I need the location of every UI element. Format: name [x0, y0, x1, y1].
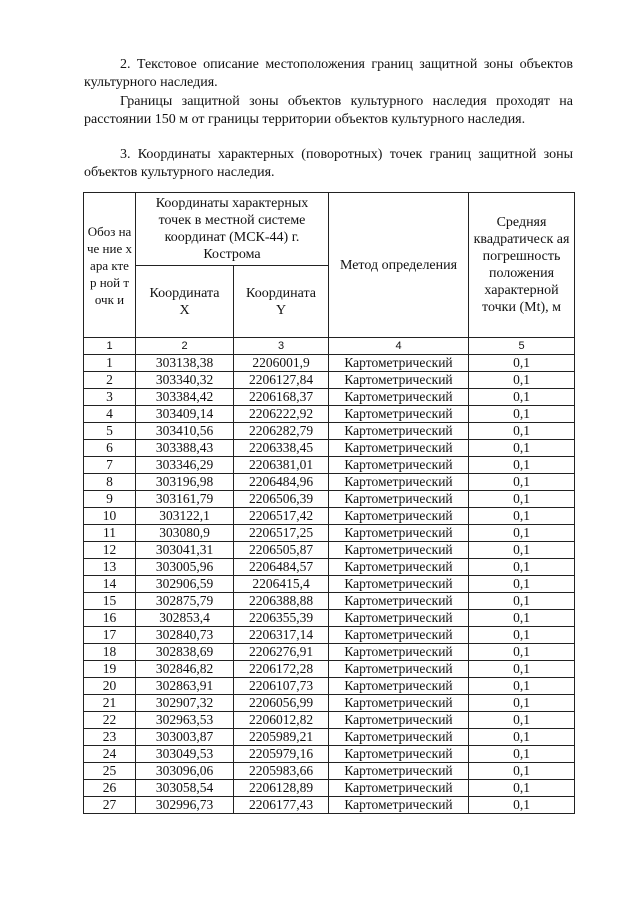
- accuracy-cell: 0,1: [469, 355, 575, 372]
- table-row: [84, 746, 575, 763]
- coord-x-cell: 303346,29: [136, 457, 234, 474]
- section2-body-text: Границы защитной зоны объектов культурного наследия проходят на расстоянии 150 м от границы территории объектов культурного наследия.: [84, 94, 573, 127]
- method-cell: Картометрический: [329, 508, 469, 525]
- coord-y-cell: 2206505,87: [234, 542, 329, 559]
- accuracy-cell: 0,1: [469, 542, 575, 559]
- header-coord-y: Координата Y: [234, 266, 329, 338]
- table-row: [84, 355, 575, 372]
- coord-x-cell: 303196,98: [136, 474, 234, 491]
- coord-x-cell: 303058,54: [136, 780, 234, 797]
- coord-y-cell: 2206484,96: [234, 474, 329, 491]
- point-number-cell: 23: [84, 729, 136, 746]
- coord-x-cell: 303138,38: [136, 355, 234, 372]
- coord-y-cell: 2206107,73: [234, 678, 329, 695]
- point-number-cell: 17: [84, 627, 136, 644]
- coord-y-cell: 2206177,43: [234, 797, 329, 814]
- accuracy-cell: 0,1: [469, 474, 575, 491]
- table-row: [84, 678, 575, 695]
- coordinates-table: [83, 192, 575, 814]
- method-cell: Картометрический: [329, 525, 469, 542]
- table-row: [84, 780, 575, 797]
- coord-x-cell: 303409,14: [136, 406, 234, 423]
- accuracy-cell: 0,1: [469, 593, 575, 610]
- point-number-cell: 5: [84, 423, 136, 440]
- coord-y-cell: 2206381,01: [234, 457, 329, 474]
- column-number: 1: [84, 338, 136, 355]
- accuracy-cell: 0,1: [469, 406, 575, 423]
- method-cell: Картометрический: [329, 678, 469, 695]
- accuracy-cell: 0,1: [469, 644, 575, 661]
- table-row: [84, 457, 575, 474]
- section2-heading-text: 2. Текстовое описание местоположения границ защитной зоны объектов культурного наследия.: [84, 57, 573, 90]
- table-row: [84, 423, 575, 440]
- method-cell: Картометрический: [329, 712, 469, 729]
- coord-y-cell: 2206388,88: [234, 593, 329, 610]
- coord-y-cell: 2205983,66: [234, 763, 329, 780]
- column-number: 2: [136, 338, 234, 355]
- accuracy-cell: 0,1: [469, 797, 575, 814]
- method-cell: Картометрический: [329, 389, 469, 406]
- accuracy-cell: 0,1: [469, 457, 575, 474]
- section2-heading: [84, 56, 573, 92]
- point-number-cell: 3: [84, 389, 136, 406]
- coord-y-cell: 2205989,21: [234, 729, 329, 746]
- coord-x-cell: 303410,56: [136, 423, 234, 440]
- method-cell: Картометрический: [329, 729, 469, 746]
- coord-y-cell: 2206282,79: [234, 423, 329, 440]
- table-row: [84, 661, 575, 678]
- accuracy-cell: 0,1: [469, 678, 575, 695]
- coord-y-cell: 2206056,99: [234, 695, 329, 712]
- point-number-cell: 20: [84, 678, 136, 695]
- point-number-cell: 18: [84, 644, 136, 661]
- point-number-cell: 19: [84, 661, 136, 678]
- method-cell: Картометрический: [329, 610, 469, 627]
- column-number: 3: [234, 338, 329, 355]
- header-coord-x: Координата X: [136, 266, 234, 338]
- coord-x-cell: 302840,73: [136, 627, 234, 644]
- coord-x-cell: 303049,53: [136, 746, 234, 763]
- coord-x-cell: 303161,79: [136, 491, 234, 508]
- section2-body: [84, 93, 573, 129]
- table-row: [84, 627, 575, 644]
- method-cell: Картометрический: [329, 593, 469, 610]
- coord-x-cell: 303096,06: [136, 763, 234, 780]
- point-number-cell: 16: [84, 610, 136, 627]
- method-cell: Картометрический: [329, 542, 469, 559]
- coord-x-cell: 302838,69: [136, 644, 234, 661]
- coord-x-cell: 302846,82: [136, 661, 234, 678]
- coord-y-cell: 2206484,57: [234, 559, 329, 576]
- coord-y-cell: 2206222,92: [234, 406, 329, 423]
- table-row: [84, 695, 575, 712]
- coord-x-cell: 302853,4: [136, 610, 234, 627]
- method-cell: Картометрический: [329, 406, 469, 423]
- table-row: [84, 593, 575, 610]
- header-accuracy: Средняя квадратическ ая погрешность положения характерной точки (Mt), м: [469, 193, 575, 338]
- coordinates-table-body: [84, 355, 575, 814]
- table-row: [84, 474, 575, 491]
- coord-x-cell: 302963,53: [136, 712, 234, 729]
- column-number: 4: [329, 338, 469, 355]
- point-number-cell: 25: [84, 763, 136, 780]
- accuracy-cell: 0,1: [469, 763, 575, 780]
- coord-x-cell: 302863,91: [136, 678, 234, 695]
- method-cell: Картометрический: [329, 763, 469, 780]
- accuracy-cell: 0,1: [469, 729, 575, 746]
- coord-x-cell: 303340,32: [136, 372, 234, 389]
- coord-x-cell: 303080,9: [136, 525, 234, 542]
- point-number-cell: 8: [84, 474, 136, 491]
- point-number-cell: 4: [84, 406, 136, 423]
- coord-y-cell: 2206168,37: [234, 389, 329, 406]
- point-number-cell: 2: [84, 372, 136, 389]
- accuracy-cell: 0,1: [469, 576, 575, 593]
- table-row: [84, 576, 575, 593]
- method-cell: Картометрический: [329, 695, 469, 712]
- accuracy-cell: 0,1: [469, 695, 575, 712]
- table-row: [84, 372, 575, 389]
- method-cell: Картометрический: [329, 644, 469, 661]
- point-number-cell: 10: [84, 508, 136, 525]
- table-row: [84, 797, 575, 814]
- accuracy-cell: 0,1: [469, 780, 575, 797]
- point-number-cell: 22: [84, 712, 136, 729]
- coord-y-cell: 2206517,25: [234, 525, 329, 542]
- column-number-row: [84, 338, 575, 355]
- accuracy-cell: 0,1: [469, 423, 575, 440]
- method-cell: Картометрический: [329, 457, 469, 474]
- section3-heading: [84, 146, 573, 182]
- method-cell: Картометрический: [329, 661, 469, 678]
- coord-x-cell: 303384,42: [136, 389, 234, 406]
- table-row: [84, 644, 575, 661]
- coord-x-cell: 303005,96: [136, 559, 234, 576]
- coord-y-cell: 2206517,42: [234, 508, 329, 525]
- accuracy-cell: 0,1: [469, 525, 575, 542]
- method-cell: Картометрический: [329, 355, 469, 372]
- table-row: [84, 508, 575, 525]
- coord-x-cell: 303122,1: [136, 508, 234, 525]
- accuracy-cell: 0,1: [469, 746, 575, 763]
- method-cell: Картометрический: [329, 559, 469, 576]
- table-row: [84, 610, 575, 627]
- header-designation: Обоз наче ние хара ктер ной точк и: [84, 193, 136, 338]
- accuracy-cell: 0,1: [469, 508, 575, 525]
- table-row: [84, 491, 575, 508]
- accuracy-cell: 0,1: [469, 372, 575, 389]
- point-number-cell: 11: [84, 525, 136, 542]
- coord-y-cell: 2206338,45: [234, 440, 329, 457]
- method-cell: Картометрический: [329, 491, 469, 508]
- table-row: [84, 559, 575, 576]
- coord-y-cell: 2206012,82: [234, 712, 329, 729]
- coord-y-cell: 2206128,89: [234, 780, 329, 797]
- method-cell: Картометрический: [329, 423, 469, 440]
- accuracy-cell: 0,1: [469, 661, 575, 678]
- point-number-cell: 6: [84, 440, 136, 457]
- accuracy-cell: 0,1: [469, 491, 575, 508]
- accuracy-cell: 0,1: [469, 712, 575, 729]
- table-row: [84, 542, 575, 559]
- coord-x-cell: 302907,32: [136, 695, 234, 712]
- table-row: [84, 712, 575, 729]
- coord-y-cell: 2206127,84: [234, 372, 329, 389]
- accuracy-cell: 0,1: [469, 610, 575, 627]
- coord-y-cell: 2206276,91: [234, 644, 329, 661]
- point-number-cell: 27: [84, 797, 136, 814]
- coord-x-cell: 302875,79: [136, 593, 234, 610]
- point-number-cell: 21: [84, 695, 136, 712]
- header-coords-group: Координаты характерных точек в местной системе координат (МСК-44) г. Кострома: [136, 193, 329, 266]
- coord-y-cell: 2206001,9: [234, 355, 329, 372]
- coord-x-cell: 302906,59: [136, 576, 234, 593]
- point-number-cell: 9: [84, 491, 136, 508]
- coord-x-cell: 303003,87: [136, 729, 234, 746]
- coord-x-cell: 302996,73: [136, 797, 234, 814]
- table-row: [84, 729, 575, 746]
- table-row: [84, 389, 575, 406]
- coord-y-cell: 2206506,39: [234, 491, 329, 508]
- method-cell: Картометрический: [329, 372, 469, 389]
- method-cell: Картометрический: [329, 797, 469, 814]
- header-method: Метод определения: [329, 193, 469, 338]
- point-number-cell: 13: [84, 559, 136, 576]
- coord-y-cell: 2205979,16: [234, 746, 329, 763]
- method-cell: Картометрический: [329, 576, 469, 593]
- column-number: 5: [469, 338, 575, 355]
- point-number-cell: 26: [84, 780, 136, 797]
- coord-x-cell: 303041,31: [136, 542, 234, 559]
- table-row: [84, 440, 575, 457]
- coord-y-cell: 2206415,4: [234, 576, 329, 593]
- point-number-cell: 12: [84, 542, 136, 559]
- accuracy-cell: 0,1: [469, 440, 575, 457]
- table-row: [84, 525, 575, 542]
- coord-y-cell: 2206317,14: [234, 627, 329, 644]
- coord-y-cell: 2206355,39: [234, 610, 329, 627]
- point-number-cell: 24: [84, 746, 136, 763]
- table-row: [84, 406, 575, 423]
- method-cell: Картометрический: [329, 440, 469, 457]
- method-cell: Картометрический: [329, 474, 469, 491]
- method-cell: Картометрический: [329, 746, 469, 763]
- method-cell: Картометрический: [329, 780, 469, 797]
- coord-x-cell: 303388,43: [136, 440, 234, 457]
- point-number-cell: 14: [84, 576, 136, 593]
- coord-y-cell: 2206172,28: [234, 661, 329, 678]
- accuracy-cell: 0,1: [469, 627, 575, 644]
- section3-heading-text: 3. Координаты характерных (поворотных) точек границ защитной зоны объектов культурного наследия.: [84, 147, 573, 180]
- accuracy-cell: 0,1: [469, 389, 575, 406]
- point-number-cell: 1: [84, 355, 136, 372]
- method-cell: Картометрический: [329, 627, 469, 644]
- point-number-cell: 15: [84, 593, 136, 610]
- accuracy-cell: 0,1: [469, 559, 575, 576]
- table-row: [84, 763, 575, 780]
- point-number-cell: 7: [84, 457, 136, 474]
